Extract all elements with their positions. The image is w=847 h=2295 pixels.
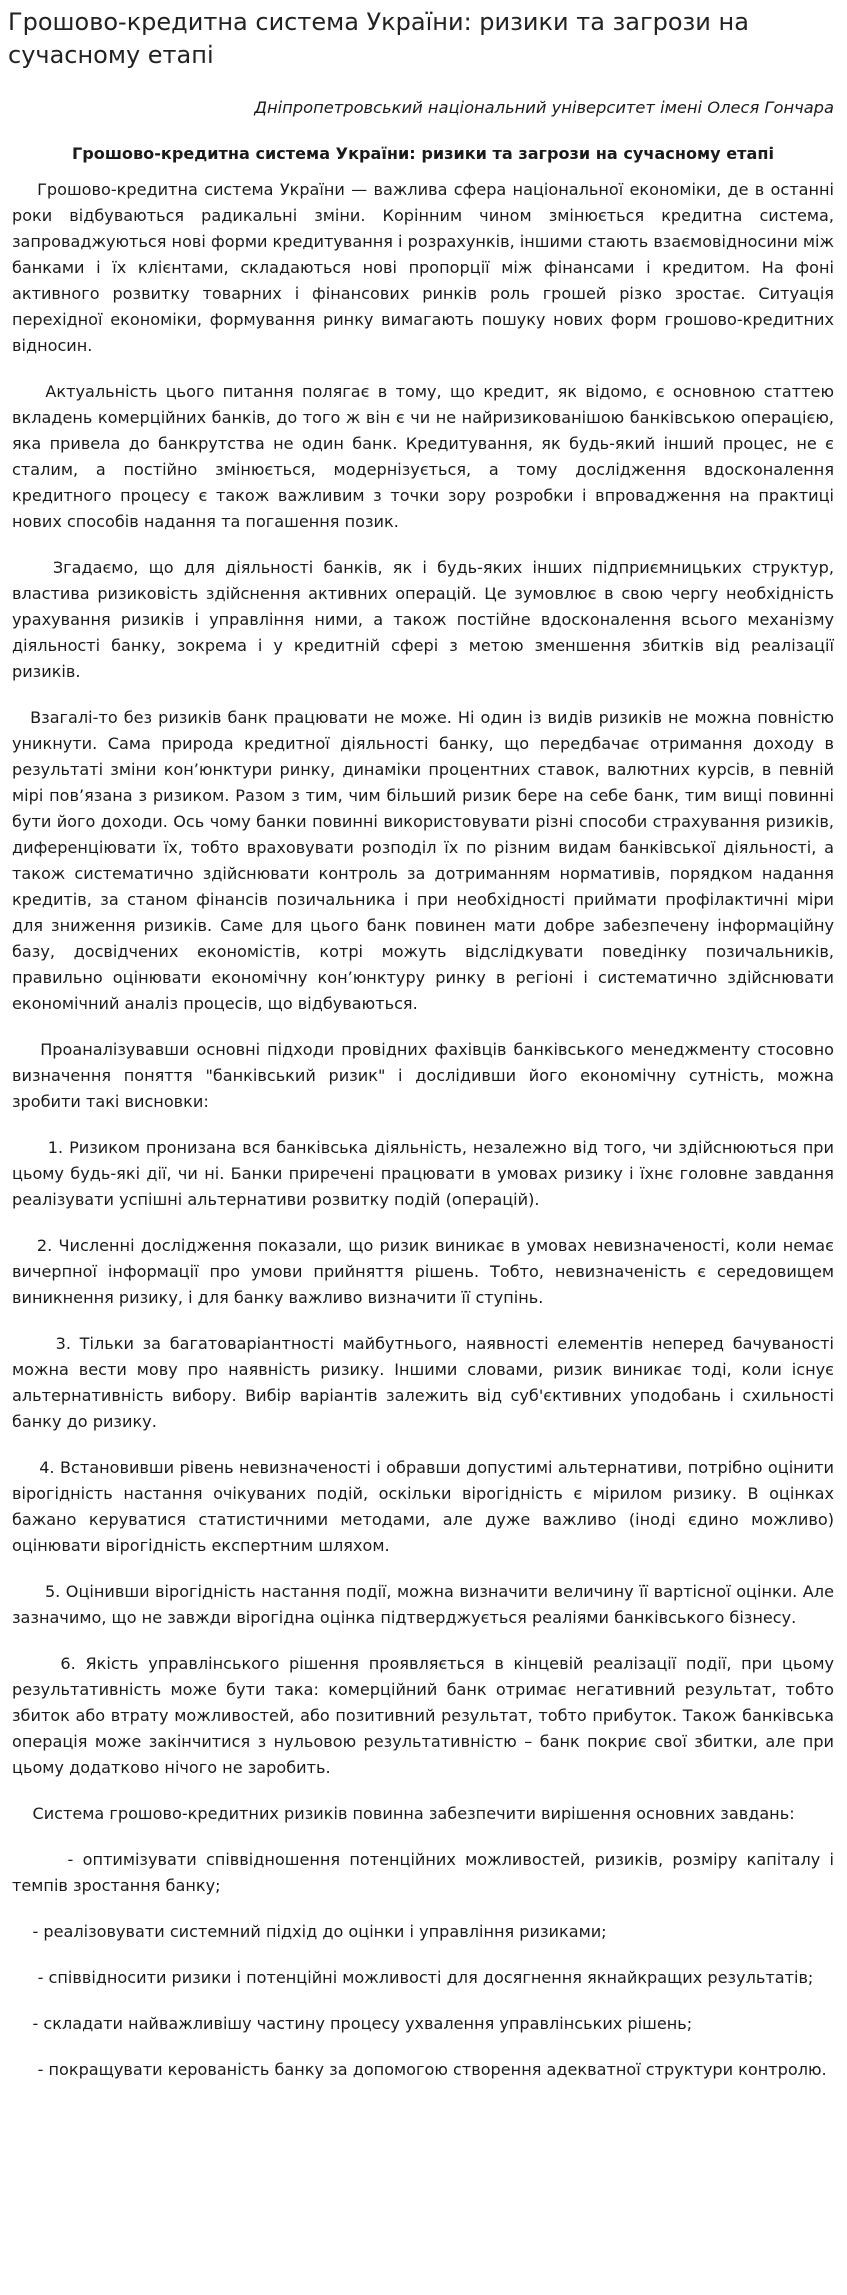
paragraph-riskiness: Згадаємо, що для діяльності банків, як і будь-яких інших підприємницьких структур, властива ризиковість здійснення активних операцій. Це зумовлює в свою чергу необхідність урахування ризиків і управління ними, а також постійне вдосконалення всього механізму діяльності банку, зокрема і у кредитній сфері з метою зменшення збитків від реалізації ризиків.: [12, 558, 834, 681]
conclusion-item-4: 4. Встановивши рівень невизначеності і обравши допустимі альтернативи, потрібно оцінити вірогідність настання очікуваних подій, оскільки вірогідність є мірилом ризику. В оцінках бажано керуватися статистичними методами, але дуже важливо (іноді єдино можливо) оцінювати вірогідність експертним шляхом.: [12, 1458, 834, 1555]
task-item-1: - оптимізувати співвідношення потенційних можливостей, ризиків, розміру капіталу і темпів зростання банку;: [12, 1850, 834, 1895]
article-subtitle: Грошово-кредитна система України: ризики та загрози на сучасному етапі: [72, 144, 774, 163]
author-affiliation: Дніпропетровський національний університет імені Олеся Гончара: [254, 98, 834, 117]
paragraph-conclusions-intro: Проаналізувавши основні підходи провідних фахівців банківського менеджменту стосовно визначення поняття "банківський ризик" і дослідивши його економічну сутність, можна зробити такі висновки:: [12, 1040, 834, 1111]
page-title: Грошово-кредитна система України: ризики та загрози на сучасному етапі: [8, 8, 749, 69]
paragraph-relevance: Актуальність цього питання полягає в тому, що кредит, як відомо, є основною статтею вкладень комерційних банків, до того ж він є чи не найризикованішою банківською операцією, яка привела до банкрутства не один банк. Кредитування, як будь-який інший процес, не є сталим, а постійно змінюється, модернізується, а тому дослідження вдосконалення кредитного процесу є також важливим з точки зору розробки і впровадження на практиці нових способів надання та погашення позик.: [12, 382, 834, 531]
task-item-5: - покращувати керованість банку за допомогою створення адекватної структури контролю.: [12, 2060, 827, 2079]
paragraph-intro: Грошово-кредитна система України — важлива сфера національної економіки, де в останні роки відбуваються радикальні зміни. Корінним чином змінюється кредитна система, запроваджуються нові форми кредитування і розрахунків, іншими стають взаємовідносини між банками і їх клієнтами, складаються нові пропорції між фінансами і кредитом. На фоні активного розвитку товарних і фінансових ринків роль грошей різко зростає. Ситуація перехідної економіки, формування ринку вимагають пошуку нових форм грошово-кредитних відносин.: [12, 180, 835, 355]
paragraph-risk-management: Взагалі-то без ризиків банк працювати не може. Ні один із видів ризиків не можна повністю уникнути. Сама природа кредитної діяльності банку, що передбачає отримання доходу в результаті зміни кон’юнктури ринку, динаміки процентних ставок, валютних курсів, в певній мірі пов’язана з ризиком. Разом з тим, чим більший ризик бере на себе банк, тим вищі повинні бути його доходи. Ось чому банки повинні використовувати різні способи страхування ризиків, диференціювати їх, тобто враховувати розподіл їх по різним видам банківської діяльності, а також систематично здійснювати контроль за дотриманням нормативів, порядком надання кредитів, за станом фінансів позичальника і при необхідності приймати профілактичні міри для зниження ризиків. Саме для цього банк повинен мати добре забезпечену інформаційну базу, досвідчених економістів, котрі можуть відслідкувати поведінку позичальників, правильно оцінювати економічну кон’юнктуру ринку в регіоні і систематично здійснювати економічний аналіз процесів, що відбуваються.: [12, 708, 834, 1013]
task-item-3: - співвідносити ризики і потенційні можливості для досягнення якнайкращих результатів;: [12, 1968, 814, 1987]
paragraph-tasks-intro: Система грошово-кредитних ризиків повинна забезпечити вирішення основних завдань:: [12, 1804, 795, 1823]
article-body: [12, 95, 834, 2103]
task-item-4: - складати найважливішу частину процесу ухвалення управлінських рішень;: [12, 2014, 693, 2033]
task-item-2: - реалізовувати системний підхід до оцінки і управління ризиками;: [12, 1922, 607, 1941]
conclusion-item-3: 3. Тільки за багатоваріантності майбутнього, наявності елементів неперед бачуваності можна вести мову про наявність ризику. Іншими словами, ризик виникає тоді, коли існує альтернативність вибору. Вибір варіантів залежить від суб'єктивних уподобань і схильності банку до ризику.: [12, 1334, 834, 1431]
conclusion-item-5: 5. Оцінивши вірогідність настання події, можна визначити величину її вартісної оцінки. Але зазначимо, що не завжди вірогідна оцінка підтверджується реаліями банківського бізнесу.: [12, 1582, 834, 1627]
conclusion-item-2: 2. Численні дослідження показали, що ризик виникає в умовах невизначеності, коли немає вичерпної інформації про умови прийняття рішень. Тобто, невизначеність є середовищем виникнення ризику, і для банку важливо визначити її ступінь.: [12, 1236, 834, 1307]
conclusion-item-1: 1. Ризиком пронизана вся банківська діяльність, незалежно від того, чи здійснюються при цьому будь-які дії, чи ні. Банки приречені працювати в умовах ризику і їхнє головне завдання реалізувати успішні альтернативи розвитку подій (операцій).: [12, 1138, 834, 1209]
conclusion-item-6: 6. Якість управлінського рішення проявляється в кінцевій реалізації події, при цьому результативність може бути така: комерційний банк отримає негативний результат, тобто збиток або втрату можливостей, або позитивний результат, тобто прибуток. Також банківська операція може закінчитися з нульовою результативністю – банк покриє свої збитки, але при цьому додатково нічого не заробить.: [12, 1654, 834, 1777]
